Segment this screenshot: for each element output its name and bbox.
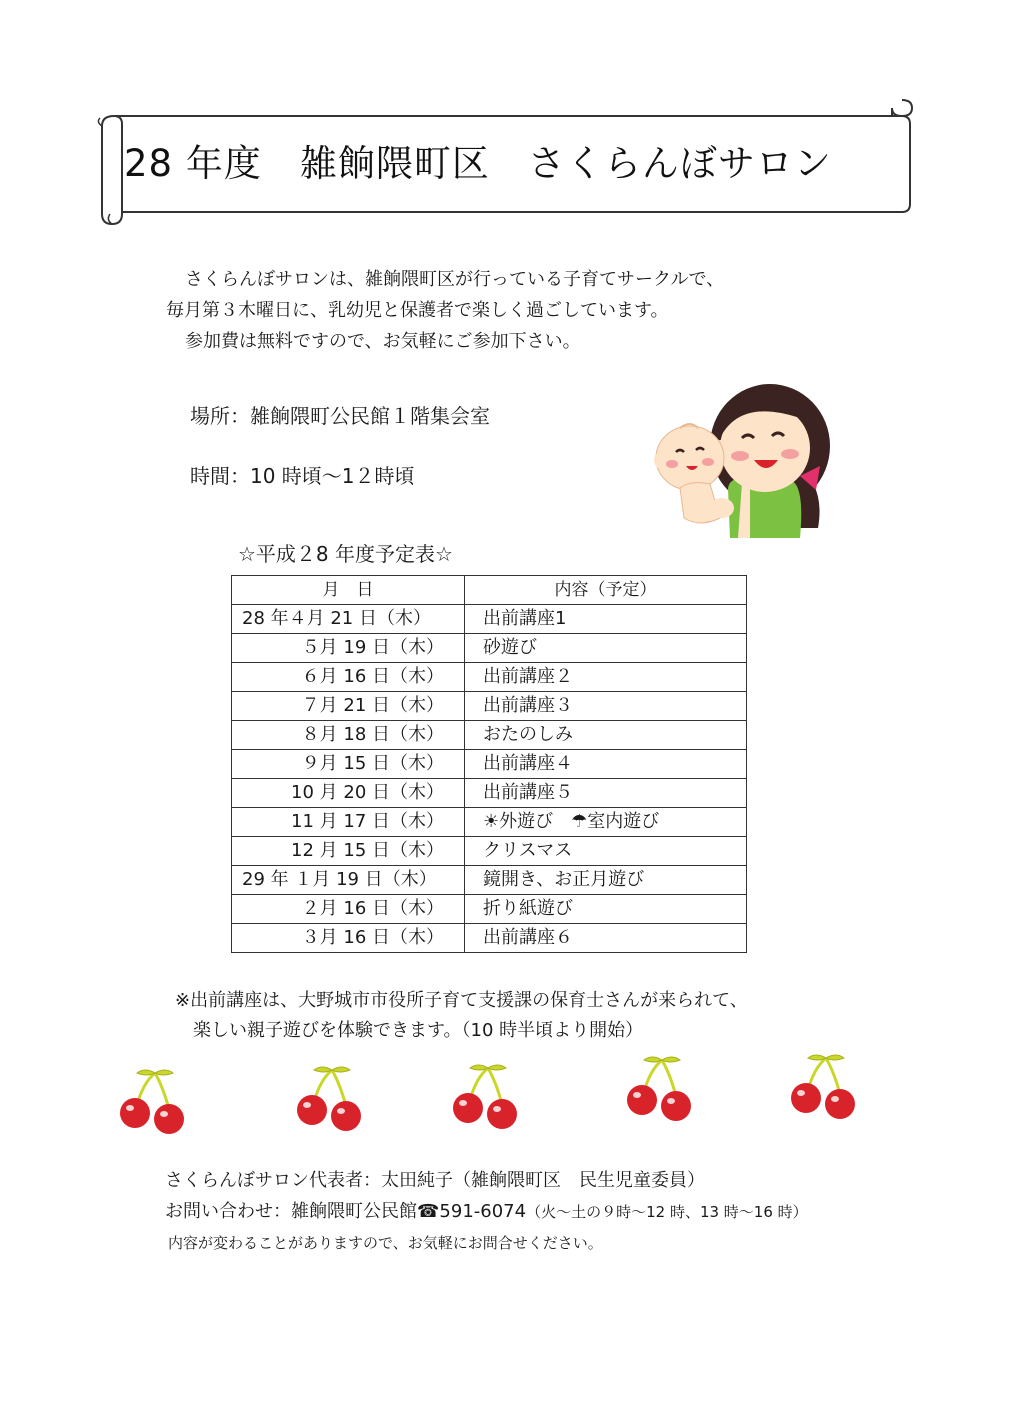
row-date: ７月 21 日（木） <box>232 692 465 721</box>
row-date: ２月 16 日（木） <box>232 895 465 924</box>
table-row <box>232 808 747 837</box>
intro-line-2: 毎月第３木曜日に、乳幼児と保護者で楽しく過ごしています。 <box>166 300 669 321</box>
table-row <box>232 634 747 663</box>
disclaimer-text: 内容が変わることがありますので、お気軽にお問合せください。 <box>168 1234 603 1252</box>
row-date: 12 月 15 日（木） <box>232 837 465 866</box>
row-content: クリスマス <box>465 837 747 866</box>
row-date: ５月 19 日（木） <box>232 634 465 663</box>
table-row <box>232 866 747 895</box>
row-content: 出前講座３ <box>465 692 747 721</box>
table-row <box>232 750 747 779</box>
cherry-icon <box>448 1060 524 1136</box>
row-content: ☀外遊び ☂室内遊び <box>465 808 747 837</box>
row-date: ３月 16 日（木） <box>232 924 465 953</box>
table-row <box>232 605 747 634</box>
note-line-1: ※出前講座は、大野城市市役所子育て支援課の保育士さんが来られて、 <box>175 990 748 1011</box>
row-content: 出前講座２ <box>465 663 747 692</box>
contact-text: お問い合わせ：雑餉隈町公民館☎591-6074 <box>165 1201 527 1222</box>
row-date: 10 月 20 日（木） <box>232 779 465 808</box>
schedule-title: ☆平成２8 年度予定表☆ <box>238 542 453 566</box>
table-row <box>232 663 747 692</box>
row-date: 29 年 １月 19 日（木） <box>232 866 465 895</box>
note-line-2: 楽しい親子遊びを体験できます。（10 時半頃より開始） <box>193 1020 644 1041</box>
cherry-icon <box>115 1065 191 1141</box>
row-content: 出前講座1 <box>465 605 747 634</box>
mother-baby-illustration <box>650 368 850 538</box>
row-content: おたのしみ <box>465 721 747 750</box>
cherry-icon <box>292 1062 368 1138</box>
row-date: 11 月 17 日（木） <box>232 808 465 837</box>
row-content: 砂遊び <box>465 634 747 663</box>
intro-line-3: 参加費は無料ですので、お気軽にご参加下さい。 <box>185 331 581 352</box>
row-content: 出前講座６ <box>465 924 747 953</box>
table-row <box>232 721 747 750</box>
header-date: 月 日 <box>232 576 465 605</box>
table-row <box>232 895 747 924</box>
place-text: 場所：雑餉隈町公民館１階集会室 <box>190 404 490 428</box>
schedule-table <box>231 575 747 953</box>
table-row <box>232 779 747 808</box>
contact-hours: （火～土の９時～12 時、13 時～16 時） <box>526 1203 808 1221</box>
row-content: 出前講座５ <box>465 779 747 808</box>
table-header-row <box>232 576 747 605</box>
table-row <box>232 692 747 721</box>
contact-line <box>165 1199 808 1225</box>
row-date: ９月 15 日（木） <box>232 750 465 779</box>
cherry-icon <box>786 1050 862 1126</box>
page-title: 28 年度 雑餉隈町区 さくらんぼサロン <box>124 142 832 185</box>
table-row <box>232 924 747 953</box>
cherry-icon <box>622 1052 698 1128</box>
row-date: ８月 18 日（木） <box>232 721 465 750</box>
row-content: 折り紙遊び <box>465 895 747 924</box>
row-date: 28 年４月 21 日（木） <box>232 605 465 634</box>
representative-text: さくらんぼサロン代表者：太田純子（雑餉隈町区 民生児童委員） <box>165 1170 705 1191</box>
header-content: 内容（予定） <box>465 576 747 605</box>
row-content: 鏡開き、お正月遊び <box>465 866 747 895</box>
time-text: 時間：10 時頃～1２時頃 <box>190 464 415 488</box>
intro-line-1: さくらんぼサロンは、雑餉隈町区が行っている子育てサークルで、 <box>185 269 725 290</box>
row-date: ６月 16 日（木） <box>232 663 465 692</box>
table-row <box>232 837 747 866</box>
row-content: 出前講座４ <box>465 750 747 779</box>
